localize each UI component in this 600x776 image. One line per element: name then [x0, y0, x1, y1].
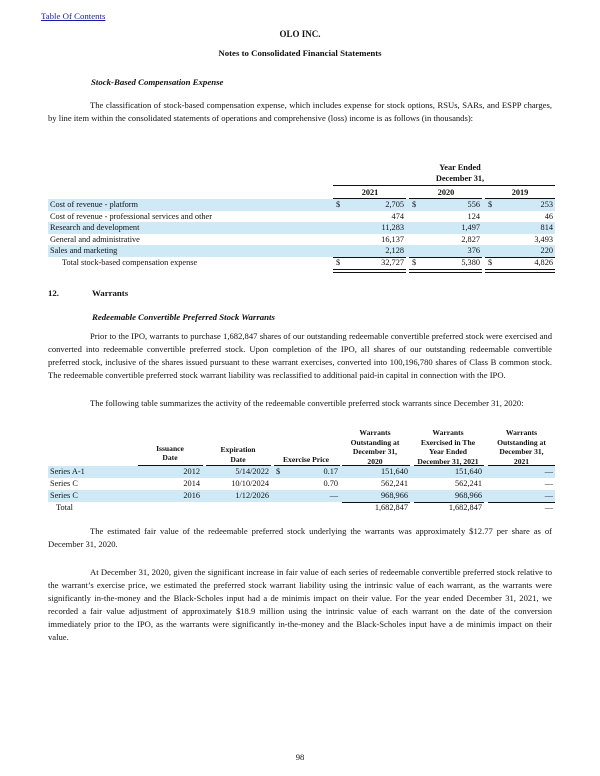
- sbc-header-line1: Year Ended: [439, 163, 481, 172]
- year-2020-header: 2020: [437, 188, 455, 197]
- series-label: Series C: [50, 479, 78, 488]
- table-row: [48, 466, 555, 478]
- expiration-date: 1/12/2026: [235, 491, 269, 500]
- warrants-paragraph-4-text: At December 31, 2020, given the significant increase in fair value of each series of redeemable convertible preferred stock relative to the warrant’s exercise price, we estimated the preferred stock warrant liability using the intrinsic value of each warrant, as the warrants were significantly in-the-money and the Black-Scholes input had a de minimis impact on their value. For the year ended December 31, 2021, we recorded a fair value adjustment of approximately $18.9 million using the intrinsic value of each warrant on the date of the conversion immediately prior to the IPO, as the warrants were significantly in-the-money and the Black-Scholes input have a de minimis impact on their value.: [48, 567, 552, 642]
- currency-symbol: $: [412, 258, 417, 267]
- table-row: [48, 490, 555, 502]
- currency-symbol: $: [488, 258, 493, 267]
- exercised-2021: 968,966: [455, 491, 482, 500]
- row-label: Cost of revenue - platform: [50, 200, 139, 209]
- value-2020: 376: [467, 246, 480, 255]
- outstanding-2020: 562,241: [381, 479, 408, 488]
- header-line: Exercised in The: [420, 437, 476, 447]
- header-line: 2020: [367, 456, 383, 466]
- table-row: [48, 245, 555, 257]
- exercised-2021: 151,640: [455, 467, 482, 476]
- exercised-2021: 562,241: [455, 479, 482, 488]
- series-label: Series A-1: [50, 467, 85, 476]
- section-number: 12.: [48, 288, 59, 298]
- total-2021: 32,727: [381, 258, 404, 267]
- outstanding-2021: —: [544, 491, 553, 500]
- exercised-2021-header: [414, 428, 482, 466]
- row-label: General and administrative: [50, 234, 140, 244]
- warrants-paragraph-2: [48, 397, 552, 410]
- total-2020: 5,380: [461, 258, 480, 267]
- value-2019: 46: [544, 211, 553, 221]
- section-title: Warrants: [92, 288, 129, 298]
- warrants-paragraph-2-text: The following table summarizes the activity of the redeemable convertible preferred stock warrants since December 31, 2020:: [90, 398, 524, 408]
- header-line: Outstanding at: [350, 437, 400, 447]
- value-2019: 253: [540, 200, 553, 209]
- warrants-paragraph-1-text: Prior to the IPO, warrants to purchase 1,682,847 shares of our outstanding redeemable convertible preferred stock were exercised and converted into redeemable convertible preferred stock. Upon completion of the IPO, all shares of our outstanding redeemable convertible preferred stock, inclusive of the shares issued pursuant to these warrant exercises, converted into 100,196,780 shares of Class B common stock. The redeemable convertible preferred stock warrant liability was reclassified to additional paid-in capital in connection with the IPO.: [48, 331, 552, 380]
- sbc-intro-text: The classification of stock-based compensation expense, which includes expense for stock options, RSUs, SARs, and ESPP charges, by line item within the consolidated statements of operations and comprehensive (loss) income is as follows (in thousands):: [48, 100, 552, 123]
- header-rule: [333, 185, 555, 186]
- total-double-rule: [409, 269, 482, 273]
- value-2020: 124: [467, 211, 480, 221]
- row-label: Sales and marketing: [50, 246, 118, 255]
- row-label: Research and development: [50, 223, 140, 232]
- exercise-price: 0.70: [323, 479, 338, 488]
- page-number: 98: [295, 752, 305, 762]
- value-2019: 220: [540, 246, 553, 255]
- expiration-date: 10/10/2024: [231, 479, 269, 488]
- header-line: Date: [230, 454, 246, 464]
- table-row-total: [48, 502, 555, 514]
- value-2021: 474: [391, 211, 404, 221]
- value-2021: 16,137: [381, 234, 404, 244]
- sbc-subheading: Stock-Based Compensation Expense: [91, 77, 224, 87]
- currency-symbol: $: [412, 200, 417, 209]
- value-2019: 3,493: [534, 234, 553, 244]
- issuance-date: 2012: [183, 467, 200, 476]
- warrants-paragraph-1: [48, 330, 552, 382]
- sbc-intro-paragraph: [48, 99, 552, 125]
- header-line: Outstanding at: [497, 437, 546, 447]
- outstanding-2020: 968,966: [381, 491, 408, 500]
- exercise-price-header: [274, 455, 338, 465]
- table-row: [48, 211, 555, 223]
- issuance-date-header: [138, 444, 202, 463]
- series-label: Series C: [50, 491, 78, 500]
- year-2019-header: 2019: [511, 188, 529, 197]
- header-line: Warrants: [505, 428, 538, 437]
- issuance-date: 2014: [183, 479, 200, 488]
- currency-symbol: $: [488, 200, 493, 209]
- table-row: [48, 234, 555, 246]
- value-2020: 1,497: [461, 223, 480, 232]
- header-line: Expiration: [220, 445, 256, 454]
- currency-symbol: $: [336, 200, 341, 209]
- table-row: [48, 199, 555, 211]
- currency-symbol: $: [276, 467, 281, 476]
- outstanding-2020: 151,640: [381, 467, 408, 476]
- header-line: December 31,: [499, 447, 544, 456]
- warrants-paragraph-3: [48, 525, 552, 551]
- company-name: OLO INC.: [279, 29, 321, 39]
- year-2021-header: 2021: [361, 188, 379, 197]
- row-label: Total stock-based compensation expense: [62, 258, 198, 267]
- value-2020: 2,827: [461, 234, 480, 244]
- header-line: 2021: [513, 456, 530, 466]
- table-row: [48, 478, 555, 490]
- total-exercised-2021: 1,682,847: [448, 503, 482, 512]
- header-line: December 31, 2021: [417, 456, 479, 466]
- table-row: [48, 222, 555, 234]
- expiration-date: 5/14/2022: [235, 467, 269, 476]
- total-2019: 4,826: [534, 258, 553, 267]
- exercise-price: —: [329, 491, 338, 500]
- currency-symbol: $: [336, 258, 341, 267]
- outstanding-2020-header: [342, 428, 408, 466]
- notes-title: Notes to Consolidated Financial Statements: [218, 48, 382, 58]
- total-outstanding-2020: 1,682,847: [374, 503, 408, 512]
- sbc-header-line2: December 31,: [435, 174, 485, 183]
- header-line: December 31,: [352, 447, 398, 456]
- value-2021: 2,705: [385, 200, 404, 209]
- exercise-price: 0.17: [323, 467, 338, 476]
- value-2021: 2,128: [385, 246, 404, 255]
- warrants-subheading: Redeemable Convertible Preferred Stock Warrants: [92, 312, 275, 322]
- header-line: Issuance: [156, 443, 184, 453]
- header-line: Date: [162, 453, 178, 462]
- row-label: Cost of revenue - professional services and other: [50, 211, 212, 221]
- outstanding-2021-header: [488, 428, 555, 466]
- header-line: Year Ended: [428, 447, 468, 456]
- warrants-paragraph-4: [48, 566, 552, 644]
- header-line: Exercise Price: [282, 454, 330, 464]
- header-line: Warrants: [432, 428, 464, 437]
- total-label: Total: [56, 503, 73, 512]
- value-2020: 556: [467, 200, 480, 209]
- sbc-table-header: [365, 162, 555, 184]
- value-2019: 814: [540, 223, 553, 232]
- outstanding-2021: —: [544, 479, 553, 488]
- issuance-date: 2016: [183, 491, 200, 500]
- expiration-date-header: [206, 445, 270, 464]
- header-line: Warrants: [359, 428, 391, 437]
- warrants-paragraph-3-text: The estimated fair value of the redeemable preferred stock underlying the warrants was approximately $12.77 per share as of December 31, 2020.: [48, 526, 552, 549]
- table-of-contents-link[interactable]: Table Of Contents: [41, 11, 106, 21]
- total-double-rule: [333, 269, 406, 273]
- total-outstanding-2021: —: [544, 503, 553, 512]
- total-double-rule: [485, 269, 555, 273]
- value-2021: 11,283: [381, 223, 404, 232]
- outstanding-2021: —: [544, 467, 553, 476]
- table-row-total: [48, 257, 555, 269]
